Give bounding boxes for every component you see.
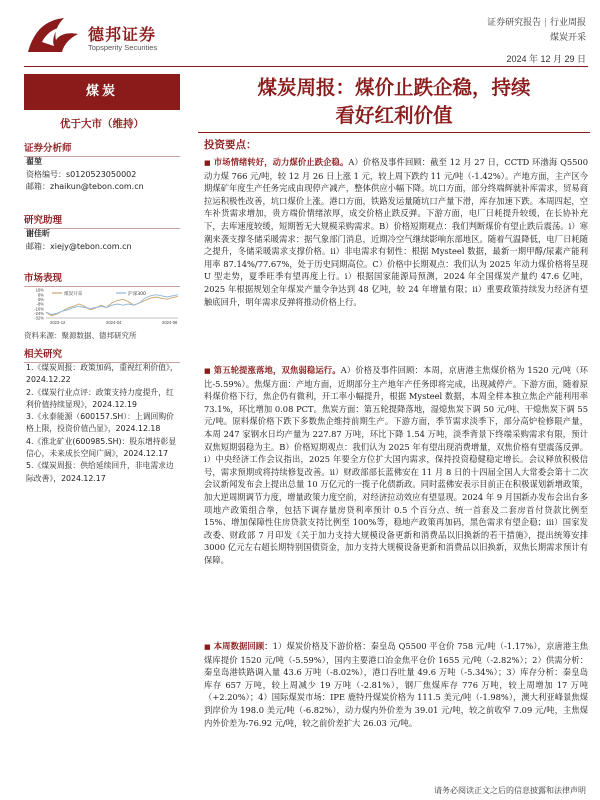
assistant-info (26, 228, 132, 253)
x-tick-label: 2023-12 (50, 320, 66, 325)
related-research-list (26, 362, 178, 485)
x-tick-label: 2024-08 (162, 320, 178, 325)
y-tick-label: -32% (34, 315, 44, 321)
report-date: 2024 年 12 月 29 日 (506, 54, 586, 64)
related-report-item[interactable]: 1.《煤炭周报：政策加码，重视红利价值》，2024.12.22 (26, 363, 178, 385)
highlight-paragraph-weekly-data (204, 640, 588, 729)
sector-banner: 煤炭 (24, 74, 180, 110)
company-logo-icon (24, 12, 84, 58)
analyst-section-title: 证券分析师 (24, 140, 180, 157)
analyst-info (26, 156, 144, 194)
doc-sector: 煤炭开采 (549, 33, 586, 43)
series-line-coal-mining (46, 296, 178, 315)
assistant-email: 邮箱：xiejy@tebon.com.cn (26, 241, 132, 251)
doc-separator: | (544, 18, 548, 28)
y-tick-label: 0% (37, 296, 44, 302)
legend-label: 沪深300 (128, 291, 146, 297)
y-tick-label: -8% (36, 301, 44, 307)
related-report-item[interactable]: 4.《淮北矿业(600985.SH)：股东增持彰显信心，未来成长空间广阔》，2024.12.17 (26, 436, 177, 459)
left-sidebar (24, 74, 184, 800)
paragraph-body: 1）煤炭价格及下游价格：秦皇岛 Q5500 平仓价 758 元/吨（-1.17%），京唐港主焦煤库提价 1520 元/吨（-5.59%），国内主要港口冶金焦平仓价 1655 元/吨（-2.82%）；2）供需分析：秦皇岛港铁路调入量 43.6 万吨（-8.02%），港口吞吐量 49.6 万吨（-5.34%）；3）库存分析：秦皇岛库存 657 万吨，较上周减少 19 万吨（-2.81%），钢厂焦煤库存 776 万吨，较上周增加 17 万吨（+2.20%）；4）国际煤炭市场：IPE 鹿特丹煤炭价格为 111.5 美元/吨（-1.98%），澳大利亚峰景焦煤到岸价为 198.0 美元/吨（-6.82%），动力煤内外价差为 39.01 元/吨，较之前收窄 7.09 元/吨，主焦煤内外价差为-76.92 元/吨，较之前价差扩大 26.03 元/吨。 (204, 641, 588, 728)
title-divider (198, 132, 590, 133)
y-tick-label: -24% (34, 310, 44, 316)
analyst-email: 邮箱：zhaikun@tebon.com.cn (26, 182, 144, 191)
related-report-item[interactable]: 3.《永泰能源（600157.SH）：上调回购价格上限，投资价值凸显》，2024.12.18 (26, 412, 174, 434)
paragraph-body: A）价格及事件回顾：本周，京唐港主焦煤价格为 1520 元/吨（环比-5.59%）。焦煤方面：产地方面，近期部分主产地年产任务即将完成，出现减停产。下游方面，随着原料煤价格下行，焦企仍有微利，开工率小幅提升，根据 Mysteel 数据，本周全样本独立焦企产能利用率 73.1%，环比增加 0.08 PCT。焦炭方面：第五轮提降落地，湿熄焦炭下调 50 元/吨、干熄焦炭下调 55 元/吨。原料煤价格下跌下多数焦企维持前期生产。下游方面，季节需求淡季下，部分高炉检修限产量，本周 247 家钢水日均产量为 227.87 万吨，环比下降 1.54 万吨，淡季背景下终端采购需求有限，预计双焦短期弱稳为主。B）价格短期观点：我们认为 2025 年有望出现消费增量，双焦价格有望震荡反弹。i）中央经济工作会议指出，2025 年要全方位扩大国内需求，保持投资稳健稳定增长。会议释放积极信号，需求预期或将持续修复改善。ii）财政部部长蓝佛安在 11 月 8 日的十四届全国人大常委会第十二次会议新闻发布会上提出总量 10 万亿元的一揽子化债新政。同时蓝佛安表示目前正在积极谋划新增政策，加大逆周期调节力度，增量政策力度空前，对经济拉动效应有望显现。2024 年 9 月国新办发布会出台多项地产政策组合拳，包括下调存量房贷利率预计 0.5 个百分点、统一首套及二套房首付贷款比例至 15%、增加保障性住房贷款支持比例至 100%等，稳地产政策再加码，黑色需求有望企稳；iii）国家发改委、财政部 7 月印发《关于加力支持大规模设备更新和消费品以旧换新的若干措施》，提出统筹安排 3000 亿元左右超长期特别国债资金，加力支持大规模设备更新和消费品以旧换新，双焦长期需求预计有保障。 (204, 365, 588, 565)
related-report-item[interactable]: 2.《煤炭行业点评：政策支持力度提升，红利价值持续显现》，2024.12.19 (26, 387, 174, 409)
paragraph-lead: 市场情绪转好，动力煤价止跌企稳。 (213, 157, 349, 167)
market-performance-chart (24, 286, 180, 326)
y-tick-label: 16% (35, 287, 44, 293)
header-divider (24, 66, 588, 67)
assistant-section-title: 研究助理 (24, 212, 180, 229)
investment-highlights-heading: 投资要点： (204, 139, 257, 151)
paragraph-body: A）价格及事件回顾：截至 12 月 27 日，CCTD 环渤海 Q5500 动力煤 766 元/吨，较 12 月 26 日上涨 1 元，较上周下跌约 11 元/吨（-1.42%）。产地方面，主产区今期煤矿年度生产任务完成由现停产减产，整体供应小幅下降。坑口方面，部分终端辉就补库需求，贸易商拉运积极性改善，坑口煤价上涨。港口方面，铁路发运量随坑口产量下滑，库存加速下跌。本周四起，空车补货需求增加，贵方端价情绪浓厚，成交价格止跌反弹。下游方面，电厂日耗提升较缓，在长协补充下，去库速度较缓，短期暂无大规模采购需求。B）价格短期观点：我们判断煤价有望止跌后震荡。i）寒潮来袭支撑冬储采暖需求：据气象部门消息，近期冷空气继续影响东部地区。随着气温降低，电厂日耗随之提升，冬储采暖需求支撑价格。ii）非电需求有韧性：根据 Mysteel 数据，最新一期甲醇/尿素产能利用率 87.14%/77.67%，处于历史同期高位。C）价格中长期观点：我们认为 2025 年动力煤价格将呈现 U 型走势，夏季旺季有望再度上行。i）根据国家能源局预测，2024 年全国煤炭产量约 47.6 亿吨，2025 年根据规划全年煤炭产量令争达到 48 亿吨，较 24 年增量有限；ii）重要政策持续发力经济有望触底回升，明年需求反弹将推动价格上行。 (204, 157, 588, 307)
highlight-paragraph-coking-coal (204, 364, 588, 567)
report-title (198, 74, 590, 130)
bullet-icon: ■ (204, 159, 211, 167)
report-title-line1: 煤炭周报：煤价止跌企稳，持续 (257, 76, 531, 99)
disclaimer-footer: 请务必阅读正文之后的信息披露和法律声明 (434, 786, 586, 795)
bullet-icon: ■ (204, 367, 211, 375)
related-research-title: 相关研究 (24, 346, 180, 363)
market-section-title: 市场表现 (24, 270, 180, 287)
report-title-line2: 看好红利价值 (335, 104, 453, 127)
y-tick-label: -16% (34, 306, 44, 312)
report-header (0, 0, 600, 64)
doc-category: 行业周报 (549, 18, 586, 28)
assistant-name: 谢佳昕 (26, 229, 50, 238)
chart-source: 资料来源：聚源数据、德邦研究所 (24, 331, 137, 340)
highlight-paragraph-thermal-coal (204, 156, 588, 308)
bullet-icon: ■ (204, 643, 211, 651)
paragraph-lead: 第五轮提涨落地，双焦弱稳运行。 (213, 365, 341, 375)
legend-label: 煤炭开采 (64, 291, 83, 297)
related-report-item[interactable]: 5.《煤炭周报：供给延续回升，非电需求边际改善》，2024.12.17 (26, 461, 174, 483)
company-name-en: Topsperity Securities (88, 43, 158, 52)
analyst-cert: 资格编号：s0120523050002 (26, 169, 137, 179)
x-tick-label: 2024-04 (106, 320, 122, 325)
paragraph-lead: 本周数据回顾： (213, 641, 273, 651)
doc-type: 证券研究报告 (487, 18, 542, 28)
industry-rating: 优于大市（维持） (60, 118, 144, 130)
y-tick-label: 8% (37, 292, 44, 298)
analyst-name: 翟堃 (26, 157, 42, 166)
report-type (487, 16, 586, 46)
company-name: 德邦证券 (88, 25, 157, 44)
